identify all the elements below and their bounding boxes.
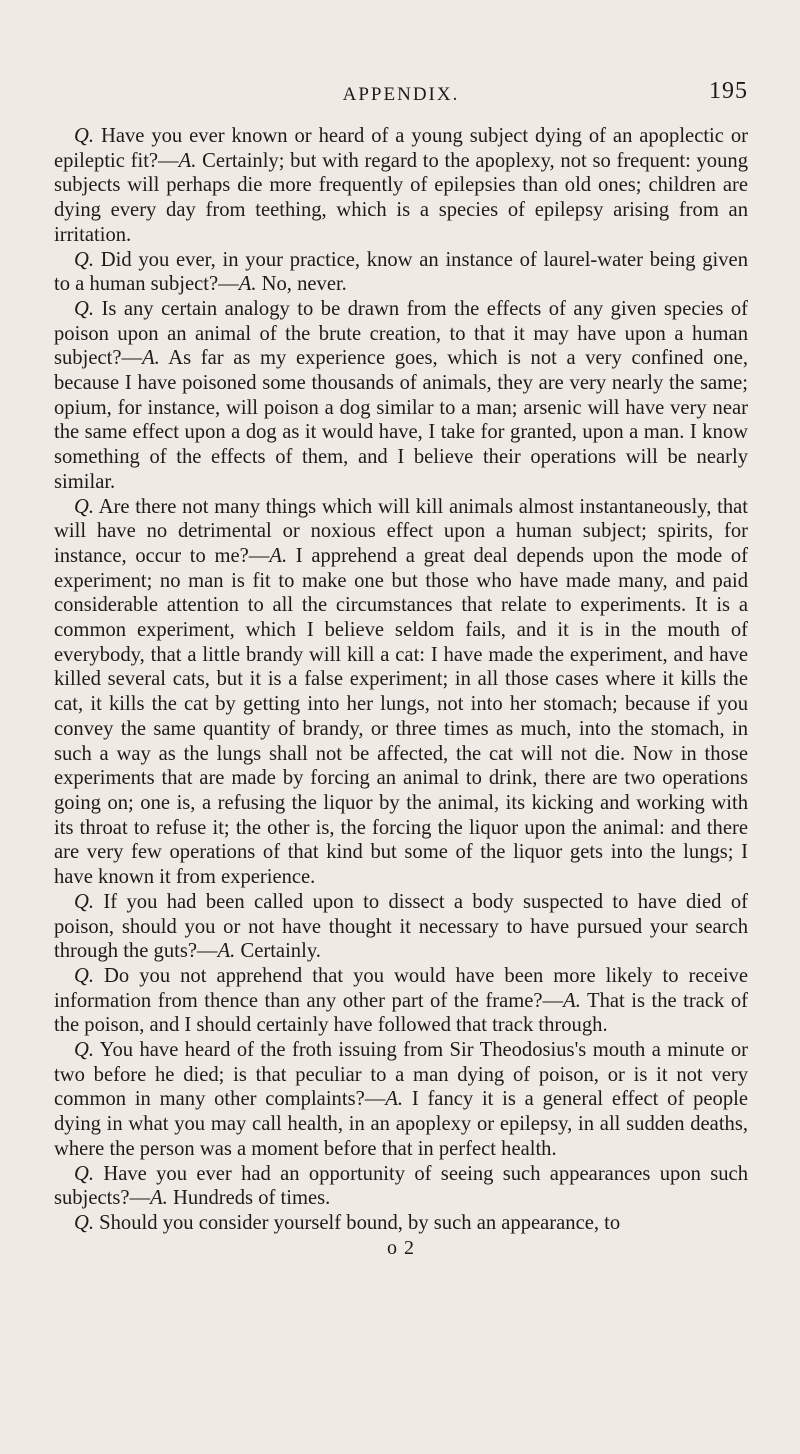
question-text: Are there not many things which will kill animals almost instantaneously, that will have no detrimental or noxious effect upon a human subject; spirits, for instance, occur to me?— <box>54 495 748 567</box>
question-text: You have heard of the froth issuing from Sir Theodosius's mouth a minute or two before he died; is that peculiar to a man dying of poison, or is it not very common in many other complaints?— <box>54 1039 748 1111</box>
answer-marker: A. <box>269 544 288 567</box>
answer-text: I apprehend a great deal depends upon the mode of experiment; no man is fit to make one but those who have made many, and paid considerable attention to all the circumstances that relate to experiments. It is a common experiment, which I believe seldom fails, and it is in the mouth of everybody, that a little brandy will kill a cat: I have made the experiment, and have killed several cats, but it is a false experiment; in all those cases where it kills the cat, it kills the cat by getting into her lungs, not into her stomach; because if you convey the same quantity of brandy, or three times as much, into the stomach, in such a way as the lungs shall not be affected, the cat will not die. Now in those experiments that are made by forcing an animal to drink, there are two operations going on; one is, a refusing the liquor by the animal, its kicking and working with its throat to refuse it; the other is, the forcing the liquor upon the animal: and there are very few operations of that kind but some of the liquor gets into the lungs; I have known it from experience. <box>54 544 748 889</box>
paragraph <box>54 890 748 964</box>
answer-marker: A. <box>385 1088 404 1111</box>
question-text: If you had been called upon to dissect a body suspected to have died of poison, should you or not have thought it necessary to have pursued your search through the guts?— <box>54 890 748 963</box>
answer-text: As far as my experience goes, which is not a very confined one, because I have poisoned some thousands of animals, they are very nearly the same; opium, for instance, will poison a dog similar to a man; arsenic will have very near the same effect upon a dog as it would have, I take for granted, upon a man. I know something of the effects of them, and I believe their operations will be nearly similar. <box>54 347 748 493</box>
paragraph <box>54 1038 748 1162</box>
question-marker: Q. <box>74 1211 95 1234</box>
question-marker: Q. <box>74 495 95 518</box>
answer-marker: A. <box>142 347 160 370</box>
answer-text: Hundreds of times. <box>167 1187 331 1210</box>
answer-marker: A. <box>563 989 581 1012</box>
page-header <box>54 70 748 110</box>
question-text: Should you consider yourself bound, by such an appearance, to <box>94 1211 621 1234</box>
question-marker: Q. <box>74 964 95 987</box>
answer-text: Certainly. <box>235 940 321 963</box>
paragraph <box>54 248 748 297</box>
question-marker: Q. <box>74 125 95 147</box>
paragraph <box>54 495 748 890</box>
paragraph <box>54 1211 748 1236</box>
question-text: Do you not apprehend that you would have been more likely to receive information from thence than any other part of the frame?— <box>54 964 748 1012</box>
question-marker: Q. <box>74 1039 95 1062</box>
question-text: Have you ever had an opportunity of seeing such appearances upon such subjects?— <box>54 1162 748 1210</box>
question-text: Is any certain analogy to be drawn from the effects of any given species of poison upon an animal of the brute creation, to that it may have upon a human subject?— <box>54 297 748 370</box>
answer-marker: A. <box>217 940 236 963</box>
paragraph <box>54 297 748 495</box>
running-head: APPENDIX. <box>342 84 460 105</box>
question-marker: Q. <box>74 890 95 913</box>
answer-marker: A. <box>238 273 257 296</box>
answer-marker: A. <box>150 1187 168 1210</box>
answer-text: No, never. <box>256 273 347 296</box>
answer-marker: A. <box>178 149 197 172</box>
paragraph <box>54 964 748 1038</box>
question-text: Have you ever known or heard of a young subject dying of an apoplectic or epileptic fit?— <box>54 125 748 172</box>
question-marker: Q. <box>74 248 95 271</box>
answer-text: Certainly; but with regard to the apoplexy, not so frequent: young subjects will perhaps die more frequently of epilepsies than old ones; children are dying every day from teething, which is a species of epilepsy arising from an irritation. <box>54 149 748 246</box>
page-number: 195 <box>709 78 748 104</box>
paragraph <box>54 1162 748 1211</box>
paragraph <box>54 124 748 248</box>
page-body <box>54 124 748 1260</box>
signature-mark: o 2 <box>387 1236 415 1259</box>
answer-text: That is the track of the poison, and I should certainly have followed that track through. <box>54 989 748 1037</box>
question-marker: Q. <box>74 1162 95 1185</box>
answer-text: I fancy it is a general effect of people dying in what you may call health, in an apoplexy or epilepsy, in all sudden deaths, where the person was a moment before that in perfect health. <box>54 1088 748 1160</box>
question-text: Did you ever, in your practice, know an instance of laurel-water being given to a human subject?— <box>54 248 748 296</box>
question-marker: Q. <box>74 297 95 320</box>
